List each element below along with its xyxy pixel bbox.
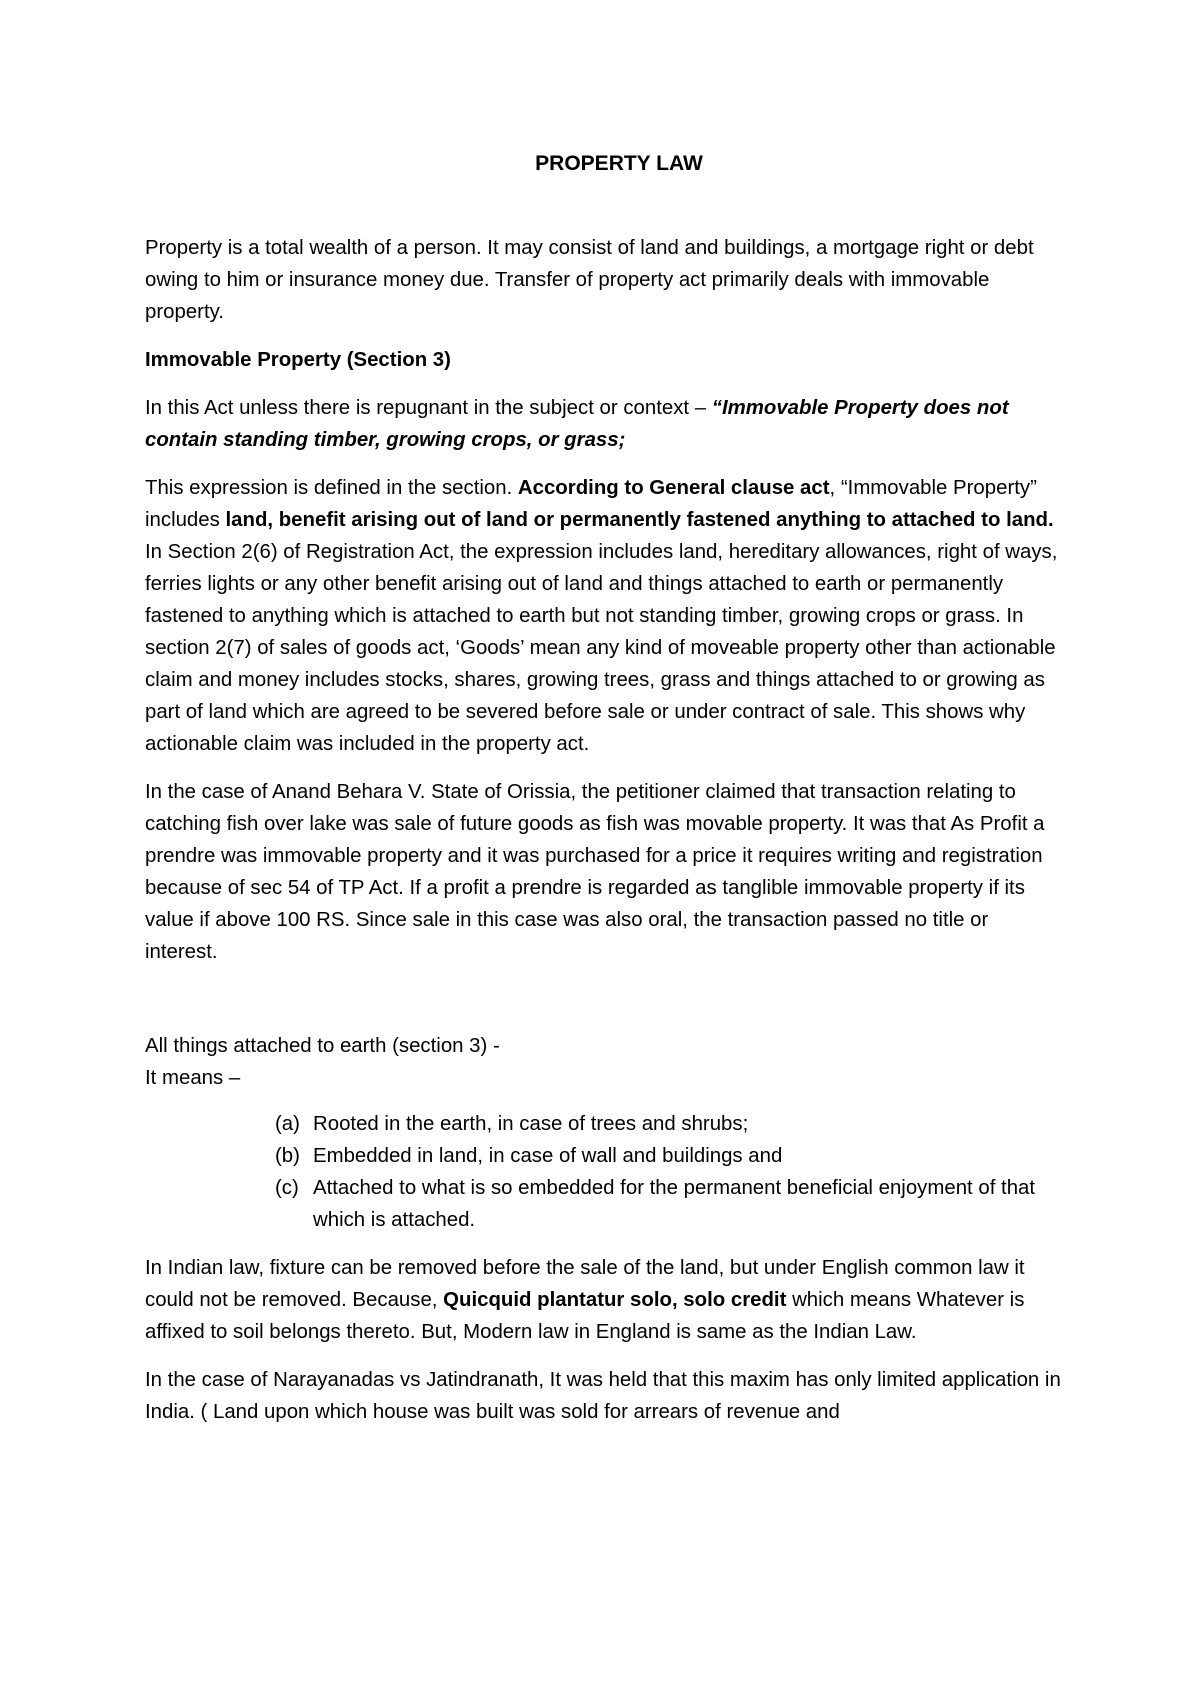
general-clause-paragraph xyxy=(145,472,1065,760)
document-body xyxy=(145,148,1065,1444)
narayanadas-paragraph: In the case of Narayanadas vs Jatindranath, It was held that this maxim has only limited application in India. ( Land upon which house was built was sold for arrears of revenue and xyxy=(145,1369,1061,1423)
text-run: In Section 2(6) of Registration Act, the expression includes land, hereditary allowances, right of ways, ferries lights or any other benefit arising out of land and things attached to earth or permanently fastened to anything which is attached to earth but not standing timber, growing crops or grass. In section 2(7) of sales of goods act, ‘Goods’ mean any kind of moveable property other than actionable claim and money includes stocks, shares, growing trees, grass and things attached to or growing as part of land which are agreed to be severed before sale or under contract of sale. This shows why actionable claim was included in the property act. xyxy=(145,541,1058,755)
page-title: PROPERTY LAW xyxy=(535,152,703,175)
it-means-line: It means – xyxy=(145,1067,241,1089)
list-item xyxy=(275,1108,1065,1140)
latin-maxim: Quicquid plantatur solo, solo credit xyxy=(443,1289,787,1311)
list-marker: (b) xyxy=(275,1145,300,1167)
fixture-paragraph xyxy=(145,1252,1065,1348)
definition-quote: “Immovable Property does not contain standing timber, growing crops, or grass; xyxy=(145,397,1009,451)
list-item-text: Embedded in land, in case of wall and buildings and xyxy=(313,1145,783,1167)
list-item xyxy=(275,1172,1065,1236)
definition-paragraph xyxy=(145,392,1065,456)
immovable-property-heading: Immovable Property (Section 3) xyxy=(145,349,451,371)
attached-list xyxy=(145,1108,1065,1236)
intro-paragraph: Property is a total wealth of a person. It may consist of land and buildings, a mortgage right or debt owing to him or insurance money due. Transfer of property act primarily deals with immovable property. xyxy=(145,237,1034,323)
text-run: This expression is defined in the section. xyxy=(145,477,518,499)
bold-run: According to General clause act xyxy=(517,477,830,499)
definition-lead: In this Act unless there is repugnant in the subject or context – xyxy=(145,397,712,419)
text-run: In Indian law, fixture can be removed before the sale of the land, but under English common law it could not be removed. Because, xyxy=(145,1257,1025,1311)
attached-to-earth-heading: All things attached to earth (section 3) - xyxy=(145,1035,500,1057)
blank-space xyxy=(145,984,1065,1030)
list-marker: (c) xyxy=(275,1177,299,1199)
list-marker: (a) xyxy=(275,1113,300,1135)
bold-run: land, benefit arising out of land or permanently fastened anything to attached to land. xyxy=(225,509,1054,531)
list-item-text: Rooted in the earth, in case of trees and shrubs; xyxy=(313,1113,749,1135)
list-item-text: Attached to what is so embedded for the permanent beneficial enjoyment of that which is attached. xyxy=(313,1177,1036,1231)
text-run: which means Whatever is affixed to soil belongs thereto. But, Modern law in England is same as the Indian Law. xyxy=(145,1289,1025,1343)
text-run: , “Immovable Property” includes xyxy=(145,477,1037,531)
list-item xyxy=(275,1140,1065,1172)
anand-behara-paragraph: In the case of Anand Behara V. State of Orissia, the petitioner claimed that transaction relating to catching fish over lake was sale of future goods as fish was movable property. It was that As Profit a prendre was immovable property and it was purchased for a price it requires writing and registration because of sec 54 of TP Act. If a profit a prendre is regarded as tanglible immovable property if its value if above 100 RS. Since sale in this case was also oral, the transaction passed no title or interest. xyxy=(145,781,1045,963)
